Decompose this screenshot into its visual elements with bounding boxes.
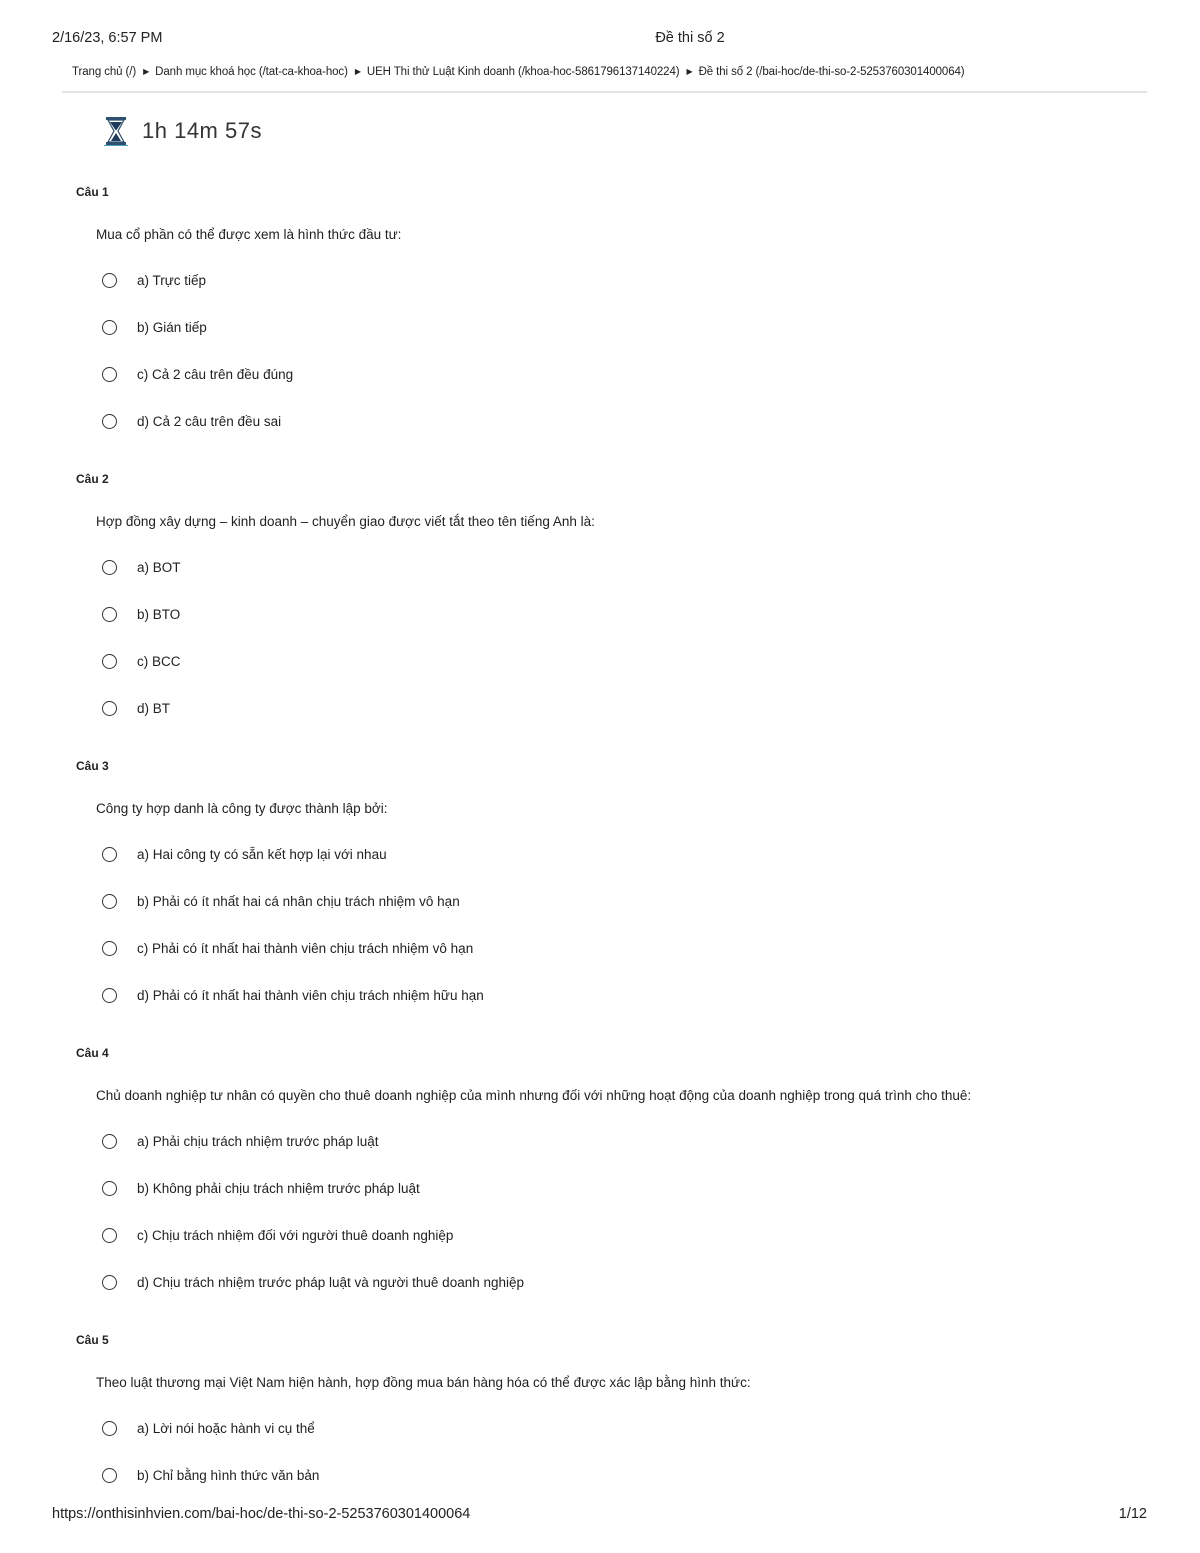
answer-option[interactable]: [102, 270, 206, 290]
question-text: Mua cổ phần có thể được xem là hình thức đầu tư:: [96, 227, 402, 242]
answer-option[interactable]: [102, 938, 473, 958]
answer-option-label: b) Gián tiếp: [137, 319, 207, 335]
print-date: 2/16/23, 6:57 PM: [52, 30, 163, 46]
caret-right-icon: ▶: [143, 67, 150, 76]
answer-option-label: a) Trực tiếp: [137, 272, 207, 288]
question-number: Câu 1: [76, 185, 109, 199]
answer-option[interactable]: [102, 411, 281, 431]
answer-option-label: b) BTO: [137, 606, 181, 622]
answer-option[interactable]: [102, 317, 207, 337]
answer-option[interactable]: [102, 844, 387, 864]
answer-option[interactable]: [102, 698, 170, 718]
answer-option-label: a) Phải chịu trách nhiệm trước pháp luật: [137, 1133, 379, 1149]
answer-option[interactable]: [102, 1225, 453, 1245]
question-number: Câu 3: [76, 759, 109, 773]
answer-option[interactable]: [102, 364, 293, 384]
answer-radio[interactable]: [102, 941, 117, 956]
breadcrumb-course-link[interactable]: UEH Thi thử Luật Kinh doanh (/khoa-hoc-5861796137140224): [366, 66, 680, 78]
timer-value: 1h 14m 57s: [142, 118, 262, 143]
question-number: Câu 4: [76, 1046, 109, 1060]
answer-option[interactable]: [102, 1178, 420, 1198]
header-divider: [62, 91, 1147, 93]
answer-radio[interactable]: [102, 273, 117, 288]
answer-radio[interactable]: [102, 1421, 117, 1436]
answer-radio[interactable]: [102, 607, 117, 622]
answer-option[interactable]: [102, 1465, 319, 1485]
answer-option[interactable]: [102, 651, 181, 671]
breadcrumb-courses-link[interactable]: Danh mục khoá học (/tat-ca-khoa-hoc): [155, 66, 348, 78]
answer-option[interactable]: [102, 604, 180, 624]
breadcrumb-home-link[interactable]: Trang chủ (/): [72, 66, 137, 78]
answer-radio[interactable]: [102, 367, 117, 382]
answer-radio[interactable]: [102, 1228, 117, 1243]
answer-option[interactable]: [102, 1418, 315, 1438]
answer-radio[interactable]: [102, 988, 117, 1003]
question-text: Theo luật thương mại Việt Nam hiện hành, hợp đồng mua bán hàng hóa có thể được xác lập bằng hình thức:: [96, 1375, 751, 1390]
answer-radio[interactable]: [102, 894, 117, 909]
answer-radio[interactable]: [102, 701, 117, 716]
answer-radio[interactable]: [102, 1181, 117, 1196]
hourglass-icon: [104, 116, 128, 146]
answer-option-label: c) Chịu trách nhiệm đối với người thuê doanh nghiệp: [137, 1227, 454, 1243]
answer-option[interactable]: [102, 985, 484, 1005]
answer-option[interactable]: [102, 891, 460, 911]
answer-option-label: d) Chịu trách nhiệm trước pháp luật và người thuê doanh nghiệp: [137, 1274, 525, 1290]
print-title: Đề thi số 2: [655, 30, 725, 46]
print-header: [0, 30, 1200, 50]
caret-right-icon: ▶: [354, 67, 361, 76]
answer-radio[interactable]: [102, 414, 117, 429]
answer-radio[interactable]: [102, 1468, 117, 1483]
answer-radio[interactable]: [102, 320, 117, 335]
answer-option[interactable]: [102, 557, 181, 577]
answer-option-label: c) Cả 2 câu trên đều đúng: [137, 366, 294, 382]
page-number: 1/12: [1118, 1506, 1147, 1522]
caret-right-icon: ▶: [686, 67, 693, 76]
answer-radio[interactable]: [102, 847, 117, 862]
answer-option-label: a) Lời nói hoặc hành vi cụ thể: [137, 1420, 315, 1436]
answer-option-label: b) Phải có ít nhất hai cá nhân chịu trách nhiệm vô hạn: [137, 893, 460, 909]
answer-option-label: b) Không phải chịu trách nhiệm trước pháp luật: [137, 1180, 420, 1196]
answer-option[interactable]: [102, 1131, 379, 1151]
answer-option-label: c) BCC: [137, 653, 181, 669]
answer-option-label: b) Chỉ bằng hình thức văn bản: [137, 1467, 320, 1483]
answer-option-label: a) BOT: [137, 559, 181, 575]
answer-radio[interactable]: [102, 560, 117, 575]
answer-option-label: d) Cả 2 câu trên đều sai: [137, 413, 282, 429]
question-number: Câu 5: [76, 1333, 109, 1347]
answer-option-label: d) Phải có ít nhất hai thành viên chịu trách nhiệm hữu hạn: [137, 987, 484, 1003]
countdown-timer: [104, 114, 262, 148]
answer-option-label: d) BT: [137, 700, 171, 716]
question-text: Chủ doanh nghiệp tư nhân có quyền cho thuê doanh nghiệp của mình nhưng đối với những hoạt động của doanh nghiệp trong quá trình cho thuê:: [96, 1088, 972, 1103]
question-number: Câu 2: [76, 472, 109, 486]
page-url: https://onthisinhvien.com/bai-hoc/de-thi-so-2-5253760301400064: [52, 1506, 471, 1522]
breadcrumb-lesson-link[interactable]: Đề thi số 2 (/bai-hoc/de-thi-so-2-5253760301400064): [698, 66, 965, 78]
answer-option-label: c) Phải có ít nhất hai thành viên chịu trách nhiệm vô hạn: [137, 940, 474, 956]
question-text: Hợp đồng xây dựng – kinh doanh – chuyển giao được viết tắt theo tên tiếng Anh là:: [96, 514, 595, 529]
answer-radio[interactable]: [102, 654, 117, 669]
breadcrumb: [72, 66, 1152, 78]
answer-radio[interactable]: [102, 1275, 117, 1290]
answer-option[interactable]: [102, 1272, 524, 1292]
answer-option-label: a) Hai công ty có sẵn kết hợp lại với nhau: [137, 846, 387, 862]
answer-radio[interactable]: [102, 1134, 117, 1149]
question-text: Công ty hợp danh là công ty được thành lập bởi:: [96, 801, 388, 816]
